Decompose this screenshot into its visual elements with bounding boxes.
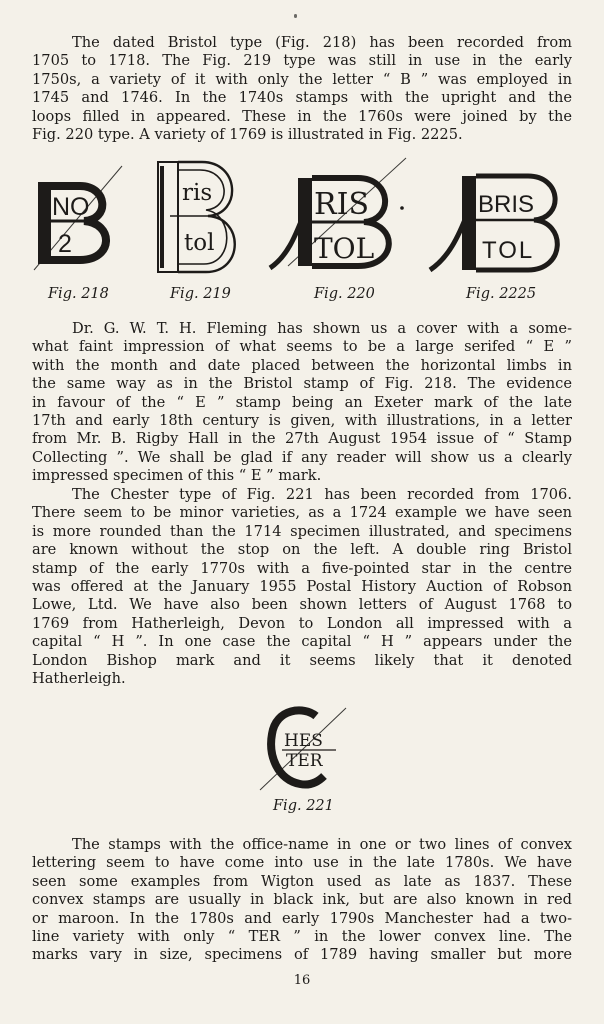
text-line: Dr. G. W. T. H. Fleming has shown us a cover with a some- xyxy=(72,320,572,337)
fig-220-stamp xyxy=(266,150,412,274)
fig-219-caption: Fig. 219 xyxy=(170,286,231,302)
text-line: convex stamps are usually in black ink, but are also known in red xyxy=(32,891,572,909)
text-line: 1769 from Hatherleigh, Devon to London all impressed with a xyxy=(32,614,572,632)
text-line: in favour of the “ E ” stamp being an Exeter mark of the late xyxy=(32,393,572,411)
text-line: with the month and date placed between the horizontal limbs in xyxy=(32,356,572,374)
text-line: what faint impression of what seems to be a large serifed “ E ” xyxy=(32,338,572,356)
text-line: 1745 and 1746. In the 1740s stamps with the upright and the xyxy=(32,89,572,107)
text-line: The Chester type of Fig. 221 has been recorded from 1706. xyxy=(72,486,572,503)
fig-221-caption: Fig. 221 xyxy=(273,798,334,814)
fig-218-stamp xyxy=(28,158,128,278)
fig-2225-caption: Fig. 2225 xyxy=(466,286,537,302)
text-line: impressed specimen of this “ E ” mark. xyxy=(32,467,322,485)
text-line: The dated Bristol type (Fig. 218) has been recorded from xyxy=(72,34,572,51)
text-line: Fig. 220 type. A variety of 1769 is illustrated in Fig. 2225. xyxy=(32,126,463,144)
stamp-text: 2 xyxy=(58,230,72,258)
page-number: 16 xyxy=(293,973,311,988)
fig-2225-stamp xyxy=(428,168,568,274)
text-line: capital “ H ”. In one case the capital “ H ” appears under the xyxy=(32,633,572,651)
stamp-text: TOL xyxy=(314,232,375,265)
text-line: the same way as in the Bristol stamp of Fig. 218. The evidence xyxy=(32,375,572,393)
text-line: or maroon. In the 1780s and early 1790s Manchester had a two- xyxy=(32,909,572,927)
text-line: 17th and early 18th century is given, with illustrations, in a letter xyxy=(32,412,572,430)
text-line: marks vary in size, specimens of 1789 having smaller but more xyxy=(32,946,572,964)
text-line: Lowe, Ltd. We have also been shown letters of August 1768 to xyxy=(32,596,572,614)
text-line: There seem to be minor varieties, as a 1724 example we have seen xyxy=(32,504,572,522)
fig-219-stamp xyxy=(150,158,246,280)
fig-221-stamp xyxy=(256,704,352,794)
stamp-text: BRIS xyxy=(478,191,535,218)
text-line: line variety with only “ TER ” in the lower convex line. The xyxy=(32,928,572,946)
paragraph-4 xyxy=(32,836,572,965)
paragraph-1 xyxy=(32,34,572,144)
text-line: are known without the stop on the left. A double ring Bristol xyxy=(32,541,572,559)
stamp-text: TOL xyxy=(482,237,535,264)
fig-218-caption: Fig. 218 xyxy=(48,286,109,302)
text-line: 1705 to 1718. The Fig. 219 type was still in use in the early xyxy=(32,52,572,70)
paragraph-3 xyxy=(32,486,572,688)
stamp-text: TER xyxy=(286,751,323,771)
text-line: is more rounded than the 1714 specimen illustrated, and specimens xyxy=(32,522,572,540)
fig-220-caption: Fig. 220 xyxy=(314,286,375,302)
text-line: London Bishop mark and it seems likely that it denoted xyxy=(32,651,572,669)
text-line: stamp of the early 1770s with a five-pointed star in the centre xyxy=(32,559,572,577)
text-line: was offered at the January 1955 Postal History Auction of Robson xyxy=(32,578,572,596)
stamp-text: RIS xyxy=(314,187,369,222)
stamp-text: tol xyxy=(184,230,215,256)
text-line: Hatherleigh. xyxy=(32,670,126,688)
text-line: Collecting ”. We shall be glad if any reader will show us a clearly xyxy=(32,448,572,466)
stamp-text: NO xyxy=(52,193,90,221)
paragraph-2 xyxy=(32,320,572,486)
text-line: loops filled in appeared. These in the 1760s were joined by the xyxy=(32,107,572,125)
text-line: The stamps with the office-name in one or two lines of convex xyxy=(72,836,572,853)
text-line: 1750s, a variety of it with only the letter “ B ” was employed in xyxy=(32,70,572,88)
page-mark xyxy=(294,14,297,18)
text-line: lettering seem to have come into use in the late 1780s. We have xyxy=(32,854,572,872)
text-line: seen some examples from Wigton used as late as 1837. These xyxy=(32,872,572,890)
text-line: from Mr. B. Rigby Hall in the 27th August 1954 issue of “ Stamp xyxy=(32,430,572,448)
stamp-text: ris xyxy=(182,180,213,206)
stamp-text: HES xyxy=(284,731,323,751)
